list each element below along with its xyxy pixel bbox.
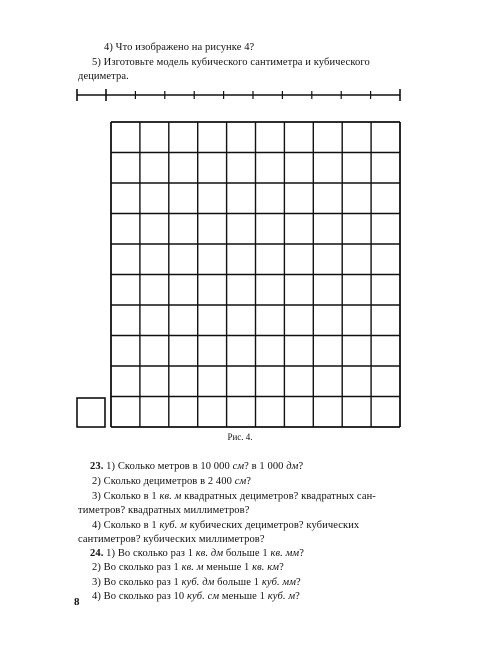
text: меньше 1 [203,562,253,573]
task-23-q3-line2: тиметров? квадратных миллиметров? [78,505,250,516]
text: ? в 1 000 [244,461,287,472]
text: квадратных дециметров? квадратных сан- [181,491,376,502]
unit: куб. см [186,591,220,602]
unit-square [77,398,105,427]
text: ? [295,591,300,602]
figure-caption: Рис. 4. [227,432,253,442]
text: 3) Сколько в 1 [92,491,160,502]
text: ? [279,562,284,573]
task-23-q3 [92,491,376,502]
unit: кв. м [181,562,204,573]
text: ? [246,476,252,487]
unit: куб. м [159,520,187,531]
unit: см [232,461,245,472]
task-number: 24. [90,548,104,559]
text: больше 1 [223,548,271,559]
text: 4) Во сколько раз 10 [92,591,187,602]
text: больше 1 [214,577,262,588]
page-number: 8 [74,596,80,608]
task-23-q1 [90,461,303,472]
question-5-line1: 5) Изготовьте модель кубического сантиметра и кубического [92,57,370,68]
task-23-q2 [92,476,251,487]
text: 2) Сколько дециметров в 2 400 [92,476,235,487]
question-5-line2: дециметра. [78,71,129,82]
unit: куб. мм [261,577,297,588]
task-23-q4 [92,520,359,531]
text: меньше 1 [219,591,268,602]
unit: куб. м [267,591,296,602]
unit: кв. м [159,491,182,502]
square-decimeter-grid [111,122,400,427]
text: 4) Сколько в 1 [92,520,160,531]
task-24-q4 [92,591,300,602]
task-23-q4-line2: сантиметров? кубических миллиметров? [78,534,265,545]
unit: дм [286,461,299,472]
unit: см [234,476,247,487]
unit: кв. дм [195,548,224,559]
unit: куб. дм [181,577,215,588]
text: ? [299,548,304,559]
text: 1) Сколько метров в 10 000 [103,461,233,472]
task-number: 23. [90,461,104,472]
unit: кв. км [252,562,280,573]
text: 3) Во сколько раз 1 [92,577,182,588]
text: ? [296,577,301,588]
question-4-prev: 4) Что изображено на рисунке 4? [104,42,255,53]
text: 2) Во сколько раз 1 [92,562,182,573]
measurement-ruler [77,89,400,101]
task-24-q2 [92,562,284,573]
text: 1) Во сколько раз 1 [103,548,196,559]
task-24-q1 [90,548,304,559]
text: кубических дециметров? кубических [186,520,360,531]
unit: кв. мм [270,548,300,559]
text: ? [298,461,304,472]
task-24-q3 [92,577,301,588]
